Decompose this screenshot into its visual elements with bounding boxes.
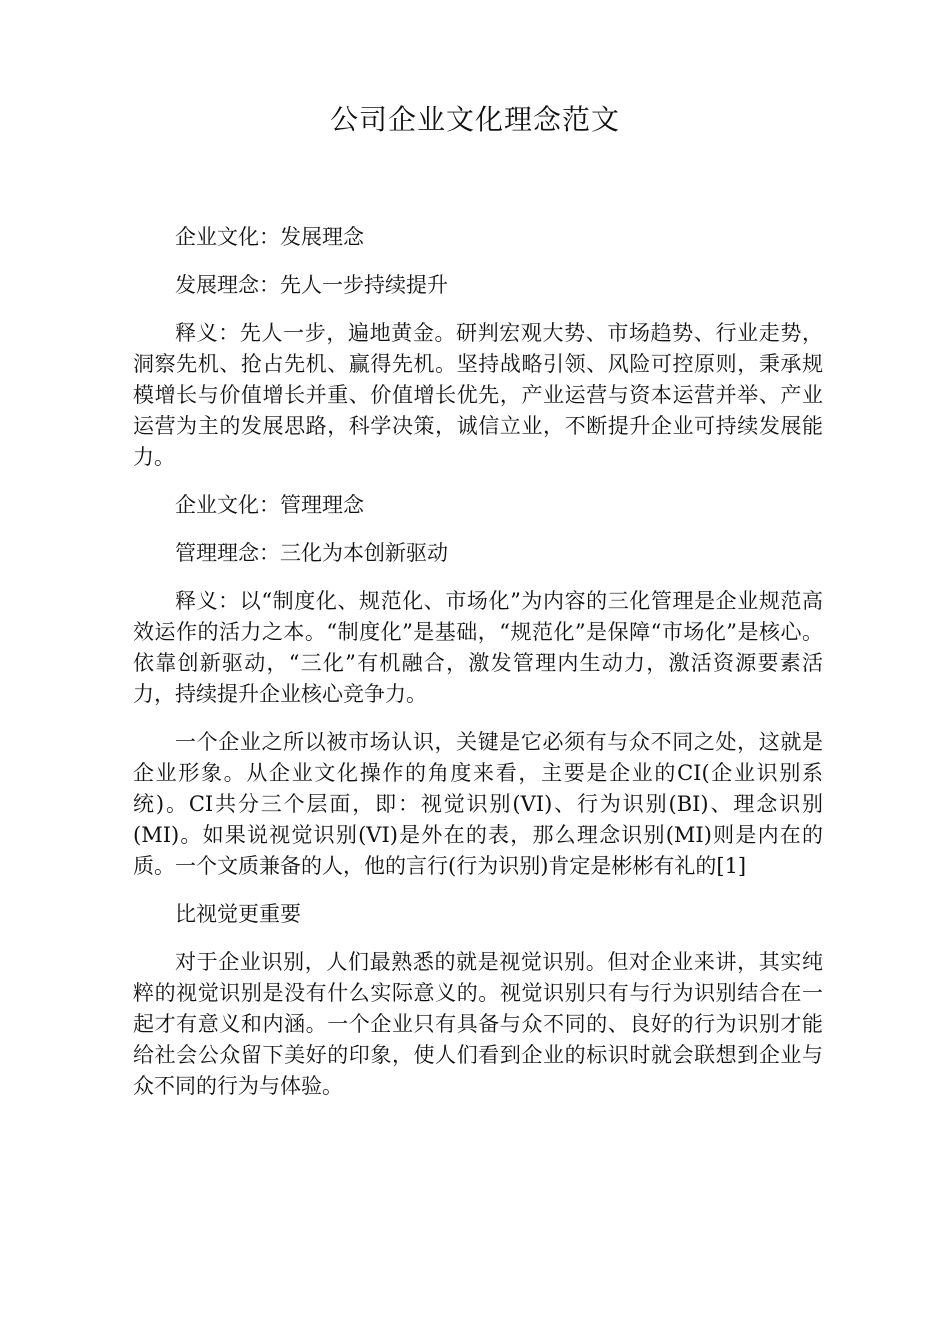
management-explanation: 释义：以“制度化、规范化、市场化”为内容的三化管理是企业规范高效运作的活力之本。“制度化”是基础，“规范化”是保障“市场化”是核心。依靠创新驱动，“三化”有机融合，激发管理内生动力，激活资源要素活力，持续提升企业核心竞争力。 <box>133 589 823 706</box>
document-title: 公司企业文化理念范文 <box>329 103 620 136</box>
management-concept: 管理理念：三化为本创新驱动 <box>175 541 448 565</box>
visual-identity-paragraph: 对于企业识别，人们最熟悉的就是视觉识别。但对企业来讲，其实纯粹的视觉识别是没有什么实际意义的。视觉识别只有与行为识别结合在一起才有意义和内涵。一个企业只有具备与众不同的、良好的行为识别才能给社会公众留下美好的印象，使人们看到企业的标识时就会联想到企业与众不同的行为与体验。 <box>133 950 823 1098</box>
development-concept: 发展理念：先人一步持续提升 <box>175 273 448 297</box>
section-heading-development: 企业文化：发展理念 <box>175 225 364 249</box>
development-explanation: 释义：先人一步，遍地黄金。研判宏观大势、市场趋势、行业走势，洞察先机、抢占先机、赢得先机。坚持战略引领、风险可控原则，秉承规模增长与价值增长并重、价值增长优先，产业运营与资本运营并举、产业运营为主的发展思路，科学决策，诚信立业，不断提升企业可持续发展能力。 <box>133 321 823 469</box>
section-heading-management: 企业文化：管理理念 <box>175 493 364 517</box>
document-body <box>133 222 823 1119</box>
subheading-more-than-visual: 比视觉更重要 <box>175 902 301 926</box>
ci-paragraph: 一个企业之所以被市场认识，关键是它必须有与众不同之处，这就是企业形象。从企业文化操作的角度来看，主要是企业的CI(企业识别系统)。CI共分三个层面，即：视觉识别(VI)、行为识别(BI)、理念识别(MI)。如果说视觉识别(VI)是外在的表，那么理念识别(MI)则是内在的质。一个文质兼备的人，他的言行(行为识别)肯定是彬彬有礼的[1] <box>133 730 823 878</box>
